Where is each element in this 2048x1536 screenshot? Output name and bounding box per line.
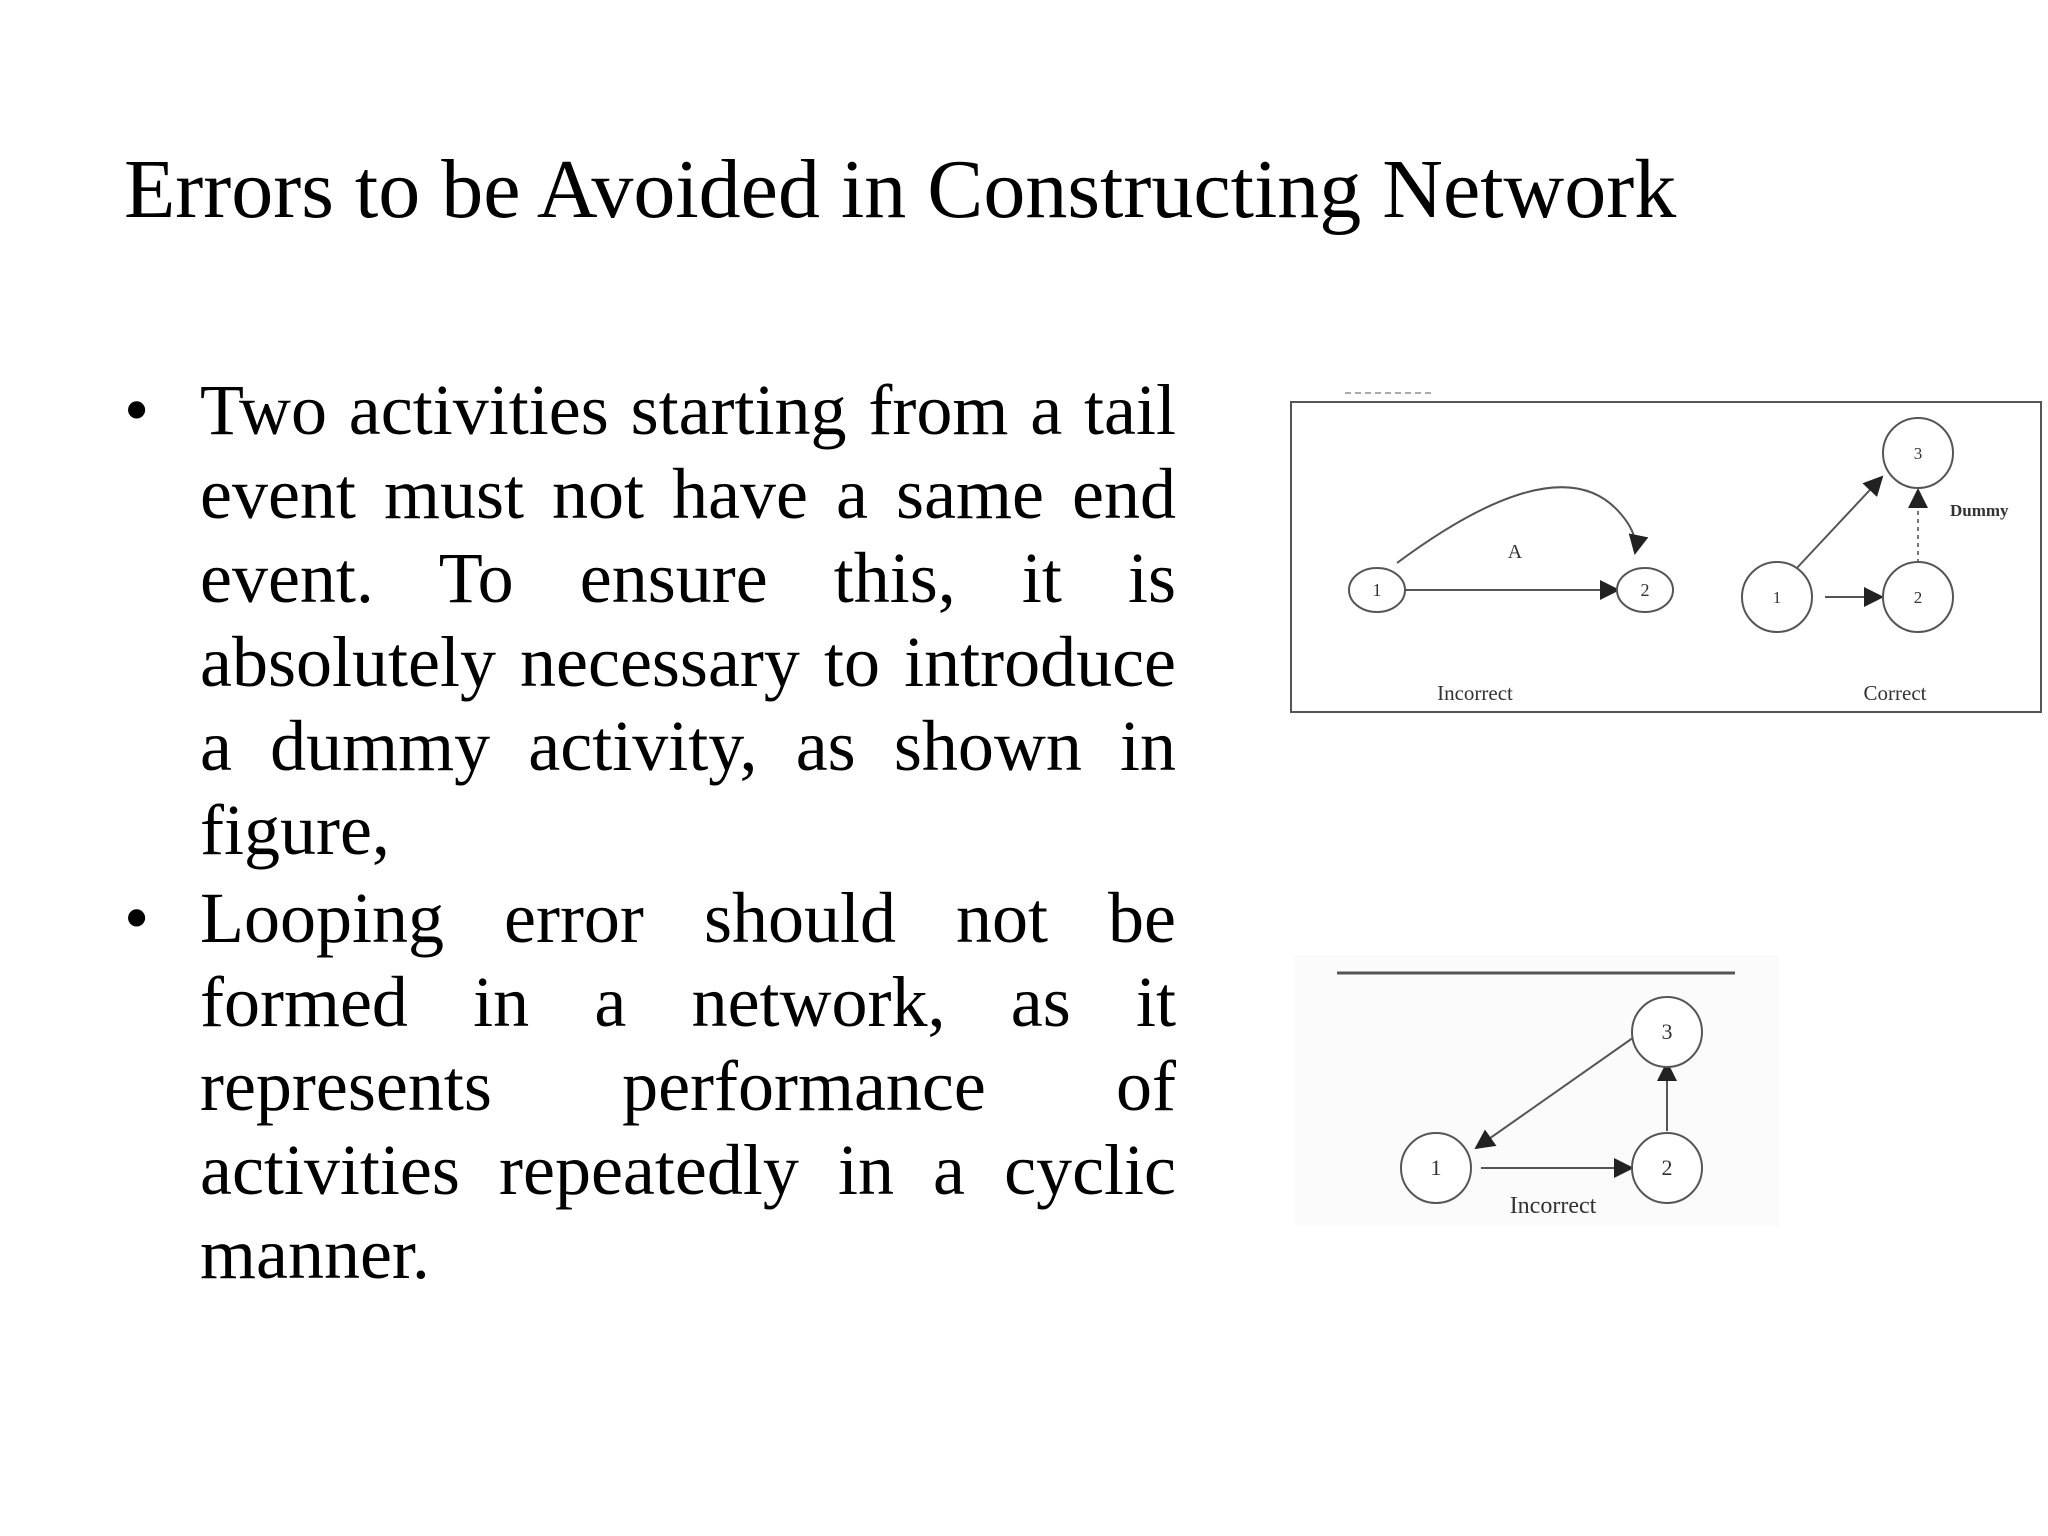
bullet-list bbox=[124, 368, 1176, 1300]
bullet-text: Looping error should not be formed in a network, as it represents performance of activities repeatedly in a cyclic manner. bbox=[200, 878, 1176, 1294]
node-2-incorrect-label: 2 bbox=[1640, 580, 1650, 600]
incorrect-caption: Incorrect bbox=[1437, 681, 1513, 705]
activity-a-label: A bbox=[1507, 541, 1523, 563]
incorrect-caption: Incorrect bbox=[1509, 1193, 1597, 1219]
bullet-dot: • bbox=[124, 370, 150, 450]
dummy-label: Dummy bbox=[1950, 501, 2009, 520]
node-1-correct-label: 1 bbox=[1772, 588, 1782, 607]
bullet-item bbox=[124, 368, 1176, 872]
node-3-label: 3 bbox=[1661, 1019, 1673, 1044]
looping-error-figure bbox=[1295, 955, 1785, 1230]
node-2-correct-label: 2 bbox=[1913, 588, 1923, 607]
bullet-text: Two activities starting from a tail event must not have a same end event. To ensure this, it is absolutely necessary to introduce a dummy activity, as shown in figure, bbox=[200, 370, 1176, 870]
dummy-activity-figure bbox=[1285, 385, 2045, 720]
activity-1-to-3-arrow bbox=[1795, 477, 1882, 570]
node-1-incorrect-label: 1 bbox=[1372, 580, 1382, 600]
correct-caption: Correct bbox=[1863, 681, 1927, 705]
node-1-label: 1 bbox=[1430, 1155, 1442, 1180]
bullet-dot: • bbox=[124, 878, 150, 958]
node-3-correct-label: 3 bbox=[1913, 444, 1923, 463]
bullet-item bbox=[124, 876, 1176, 1296]
slide-title: Errors to be Avoided in Constructing Network bbox=[124, 143, 1677, 236]
figure-background bbox=[1295, 955, 1779, 1225]
node-2-label: 2 bbox=[1661, 1155, 1673, 1180]
